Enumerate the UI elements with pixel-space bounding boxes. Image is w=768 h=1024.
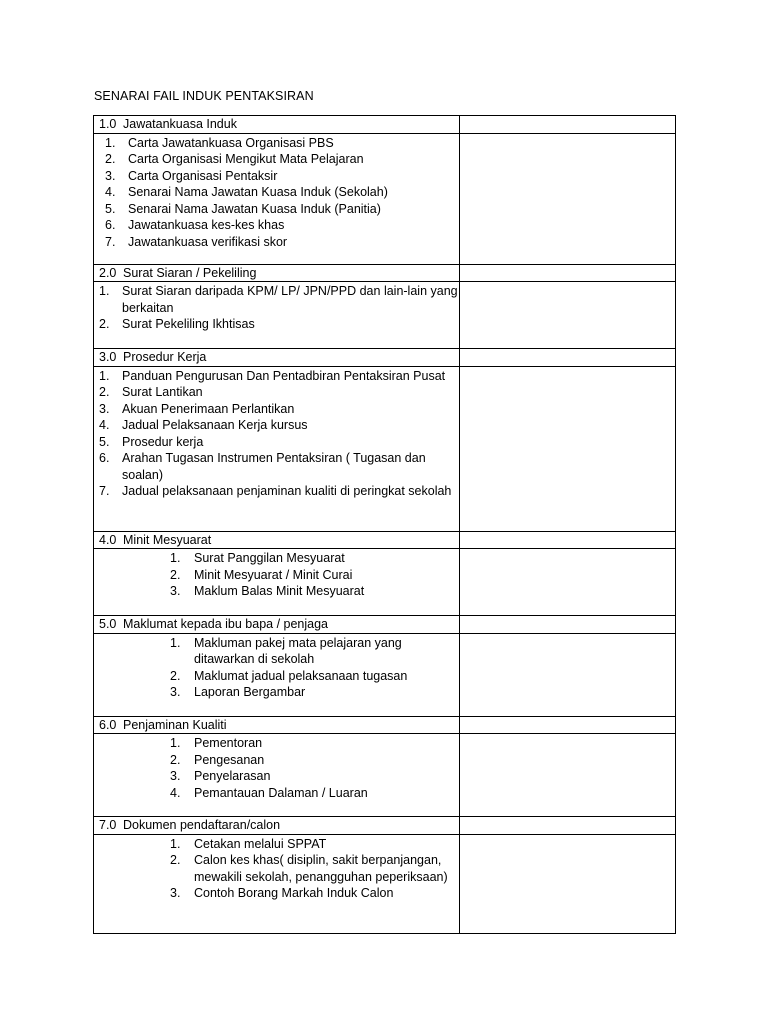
section-notes-empty-cell [460,549,676,616]
list-item-number: 3. [105,168,116,183]
list-item-number: 1. [170,736,181,750]
list-item-text: Senarai Nama Jawatan Kuasa Induk (Sekolah) [128,185,388,199]
section-body-row [94,366,676,531]
list-item-text: Minit Mesyuarat / Minit Curai [194,567,353,582]
section-header-cell [94,817,460,835]
list-item-number: 3. [170,886,181,900]
section-item-list [94,549,459,600]
list-item-number: 3. [170,769,181,783]
list-item-text: Jadual Pelaksanaan Kerja kursus [122,418,308,432]
section-header-cell [94,616,460,634]
list-item-number: 1. [99,368,110,383]
section-item-list [94,634,459,701]
list-item [94,201,459,218]
section-number: 4.0 [99,532,117,547]
section-item-list [94,835,459,902]
list-item [94,135,459,152]
list-item-number: 1. [170,635,181,650]
section-items-cell [94,366,460,531]
section-body-row [94,282,676,349]
list-item [94,401,459,418]
section-header-row [94,264,676,282]
list-item-text: Akuan Penerimaan Perlantikan [122,401,295,416]
list-item-number: 7. [105,234,116,249]
section-header-empty-cell [460,531,676,549]
section-number: 1.0 [99,117,117,131]
list-item [94,368,459,385]
section-item-list [94,282,459,333]
list-item-text: Carta Organisasi Mengikut Mata Pelajaran [128,152,364,166]
list-item [94,168,459,185]
section-items-cell [94,734,460,817]
section-title: Minit Mesyuarat [123,532,212,547]
list-item [94,483,459,500]
list-item [94,567,459,584]
section-header-row [94,531,676,549]
section-header-empty-cell [460,817,676,835]
list-item [94,668,459,685]
list-item-text: Cetakan melalui SPPAT [194,836,327,851]
list-item [94,434,459,451]
file-list-table [93,115,676,934]
section-notes-empty-cell [460,366,676,531]
list-item-text: Makluman pakej mata pelajaran yang ditawarkan di sekolah [194,635,402,666]
list-item-text: Jawatankuasa kes-kes khas [128,218,285,232]
section-title: Maklumat kepada ibu bapa / penjaga [123,617,329,631]
section-body-row [94,834,676,933]
section-number: 6.0 [99,717,117,732]
list-item-text: Carta Jawatankuasa Organisasi PBS [128,135,334,150]
list-item-number: 1. [170,836,181,851]
list-item [94,283,459,316]
list-item [94,316,459,333]
section-notes-empty-cell [460,834,676,933]
list-item-number: 5. [105,201,116,216]
list-item-number: 6. [105,218,116,232]
section-item-list [94,734,459,801]
section-header-row [94,817,676,835]
section-number: 3.0 [99,350,117,364]
list-item [94,550,459,567]
list-item-text: Prosedur kerja [122,434,204,449]
list-item-text: Contoh Borang Markah Induk Calon [194,886,394,900]
list-item-text: Laporan Bergambar [194,685,306,699]
list-item-number: 7. [99,484,110,498]
list-item-text: Calon kes khas( disiplin, sakit berpanjangan, mewakili sekolah, penangguhan peperiksaan) [194,853,448,884]
list-item-text: Pementoran [194,736,263,750]
section-body-row [94,633,676,716]
list-item-number: 3. [170,685,181,699]
list-item-text: Carta Organisasi Pentaksir [128,168,278,183]
list-item-number: 1. [170,551,181,565]
section-title: Surat Siaran / Pekeliling [123,265,257,280]
section-header-empty-cell [460,716,676,734]
list-item-text: Surat Siaran daripada KPM/ LP/ JPN/PPD dan lain-lain yang berkaitan [122,284,458,315]
section-title: Dokumen pendaftaran/calon [123,818,281,832]
section-title: Jawatankuasa Induk [123,117,237,131]
list-item-number: 5. [99,434,110,449]
list-item-number: 1. [105,135,116,150]
section-header-cell [94,716,460,734]
section-items-cell [94,133,460,264]
section-header-empty-cell [460,116,676,134]
list-item-number: 2. [105,152,116,166]
list-item-number: 2. [170,752,181,767]
list-item-number: 2. [170,668,181,683]
list-item [94,184,459,201]
list-item-number: 3. [99,401,110,416]
section-header-row [94,616,676,634]
list-item [94,785,459,802]
list-item [94,450,459,483]
list-item-number: 3. [170,584,181,598]
section-title: Prosedur Kerja [123,350,207,364]
list-item [94,583,459,600]
list-item-number: 2. [99,317,110,331]
list-item-text: Maklum Balas Minit Mesyuarat [194,584,365,598]
section-items-cell [94,633,460,716]
list-item [94,752,459,769]
section-notes-empty-cell [460,133,676,264]
section-header-cell [94,264,460,282]
list-item-text: Jadual pelaksanaan penjaminan kualiti di peringkat sekolah [122,484,452,498]
section-items-cell [94,834,460,933]
section-notes-empty-cell [460,734,676,817]
list-item-number: 1. [99,284,110,298]
list-item-number: 4. [99,418,110,432]
list-item-text: Maklumat jadual pelaksanaan tugasan [194,668,408,683]
section-header-empty-cell [460,349,676,367]
list-item [94,836,459,853]
list-item-number: 2. [99,385,110,399]
list-item-text: Jawatankuasa verifikasi skor [128,234,288,249]
section-header-empty-cell [460,264,676,282]
section-item-list [94,367,459,500]
section-header-cell [94,349,460,367]
list-item [94,234,459,251]
section-header-row [94,349,676,367]
list-item-number: 2. [170,853,181,867]
section-number: 2.0 [99,265,117,280]
list-item-text: Pengesanan [194,752,265,767]
list-item [94,417,459,434]
list-item [94,684,459,701]
list-item-number: 6. [99,451,110,465]
section-item-list [94,134,459,251]
section-body-row [94,549,676,616]
list-item-number: 2. [170,567,181,582]
list-item-text: Surat Pekeliling Ikhtisas [122,317,255,331]
list-item-text: Penyelarasan [194,769,271,783]
list-item [94,735,459,752]
section-body-row [94,734,676,817]
list-item-text: Surat Lantikan [122,385,203,399]
section-notes-empty-cell [460,282,676,349]
section-title: Penjaminan Kualiti [123,717,227,732]
section-header-cell [94,531,460,549]
list-item [94,852,459,885]
list-item [94,151,459,168]
section-header-cell [94,116,460,134]
section-header-row [94,116,676,134]
list-item [94,885,459,902]
section-body-row [94,133,676,264]
section-header-empty-cell [460,616,676,634]
document-title: SENARAI FAIL INDUK PENTAKSIRAN [94,89,314,103]
list-item-text: Surat Panggilan Mesyuarat [194,551,345,565]
list-item-text: Pemantauan Dalaman / Luaran [194,785,368,800]
section-header-row [94,716,676,734]
list-item-text: Senarai Nama Jawatan Kuasa Induk (Panitia) [128,201,381,216]
section-items-cell [94,549,460,616]
section-items-cell [94,282,460,349]
list-item-text: Panduan Pengurusan Dan Pentadbiran Pentaksiran Pusat [122,368,446,383]
section-notes-empty-cell [460,633,676,716]
section-number: 5.0 [99,617,117,631]
list-item-number: 4. [170,785,181,800]
list-item [94,768,459,785]
list-item-number: 4. [105,185,116,199]
list-item [94,635,459,668]
list-item [94,217,459,234]
list-item [94,384,459,401]
section-number: 7.0 [99,818,117,832]
list-item-text: Arahan Tugasan Instrumen Pentaksiran ( Tugasan dan soalan) [122,451,426,482]
